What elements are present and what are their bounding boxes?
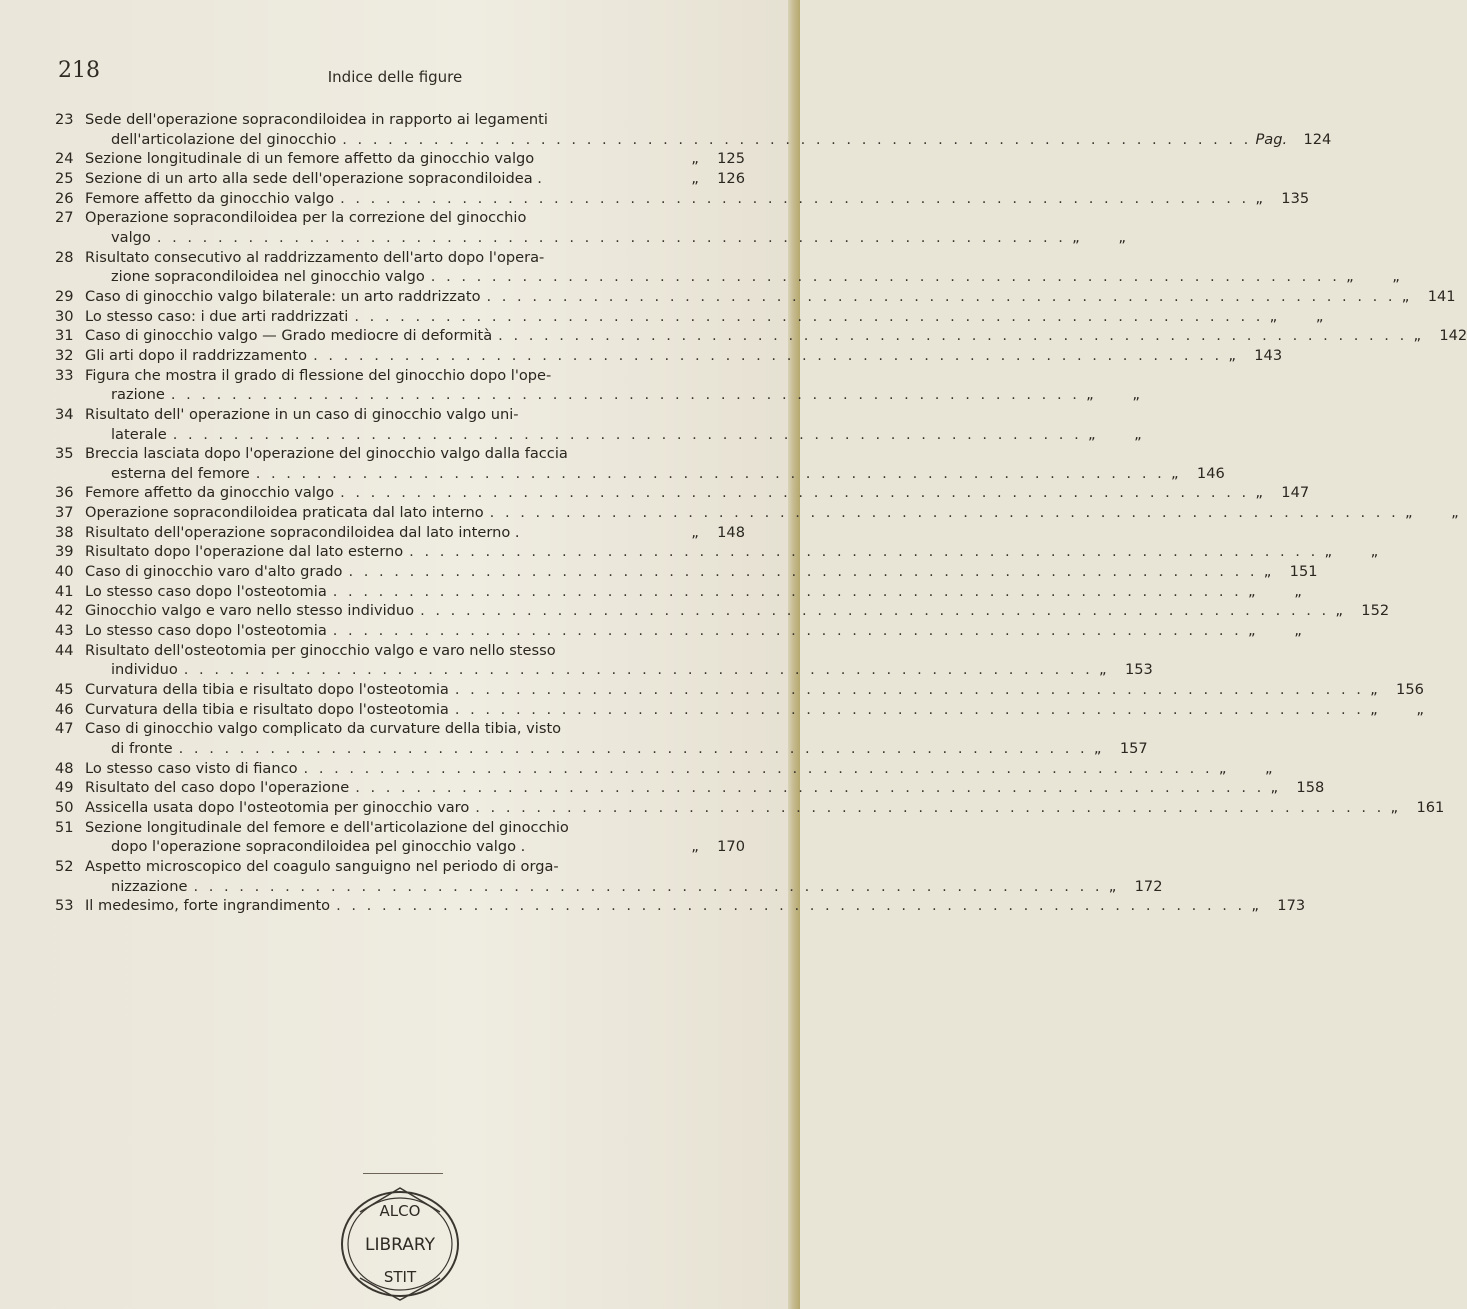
dot-leader: . . . . . . . . . . . . . . . . . . . . . . . . . . . . . . . . . . . . . . . . . . . . . . . . . . . . . . . . . . . . bbox=[340, 484, 1250, 502]
entry-line bbox=[55, 700, 1424, 720]
figure-number: 32 bbox=[55, 346, 74, 364]
ditto-mark: „ bbox=[1324, 543, 1332, 561]
ditto-mark: „ bbox=[1170, 464, 1179, 482]
stamp-main-text: LIBRARY bbox=[364, 1235, 436, 1255]
index-entry bbox=[55, 189, 1310, 209]
index-entry bbox=[55, 503, 1459, 523]
ditto-mark: „ bbox=[1093, 740, 1102, 757]
page-ref: „ bbox=[1392, 268, 1400, 286]
entry-line bbox=[55, 444, 745, 464]
entry-line bbox=[55, 582, 1302, 602]
index-entry bbox=[55, 366, 1140, 405]
figure-number: 40 bbox=[55, 563, 74, 581]
entry-line bbox=[55, 346, 1283, 366]
page-ref: 156 bbox=[1396, 681, 1424, 699]
index-entry bbox=[55, 208, 1126, 247]
figure-number: 42 bbox=[55, 602, 74, 620]
figure-caption: Risultato dell'operazione sopracondiloidea dal lato interno . bbox=[85, 523, 520, 541]
figure-caption: Assicella usata dopo l'osteotomia per ginocchio varo bbox=[85, 798, 470, 816]
figure-caption: zione sopracondiloidea nel ginocchio valgo bbox=[111, 268, 425, 286]
entry-line bbox=[55, 483, 1310, 503]
figure-caption: Sede dell'operazione sopracondiloidea in rapporto ai legamenti bbox=[85, 111, 548, 128]
page-ref: „ bbox=[1118, 228, 1126, 246]
dot-leader: . . . . . . . . . . . . . . . . . . . . . . . . . . . . . . . . . . . . . . . . . . . . . . . . . . . . . . . . . . . . bbox=[409, 543, 1319, 561]
figure-caption: Caso di ginocchio valgo complicato da curvature della tibia, visto bbox=[85, 720, 562, 738]
index-entry bbox=[55, 542, 1379, 562]
ditto-mark: Pag. bbox=[1255, 130, 1288, 148]
dot-leader: . . . . . . . . . . . . . . . . . . . . . . . . . . . . . . . . . . . . . . . . . . . . . . . . . . . . . . . . . . . . bbox=[454, 700, 1364, 718]
dot-leader: . . . . . . . . . . . . . . . . . . . . . . . . . . . . . . . . . . . . . . . . . . . . . . . . . . . . . . . . . . . . bbox=[336, 897, 1246, 915]
entry-line bbox=[55, 523, 745, 543]
figure-caption: Risultato del caso dopo l'operazione bbox=[85, 779, 350, 797]
dot-leader: . . . . . . . . . . . . . . . . . . . . . . . . . . . . . . . . . . . . . . . . . . . . . . . . . . . . . . . . . . . . bbox=[430, 268, 1340, 286]
entry-line bbox=[55, 660, 1153, 680]
ditto-mark: „ bbox=[1248, 582, 1256, 600]
page-ref: „ bbox=[1134, 425, 1142, 443]
figure-number: 34 bbox=[55, 405, 74, 423]
entry-line bbox=[55, 149, 745, 169]
entry-line bbox=[55, 405, 745, 425]
page-ref: 141 bbox=[1427, 287, 1456, 305]
library-stamp bbox=[330, 1182, 470, 1302]
page-ref: „ bbox=[1294, 582, 1302, 600]
ditto-mark: „ bbox=[1218, 759, 1227, 777]
dot-leader: . . . . . . . . . . . . . . . . . . . . . . . . . . . . . . . . . . . . . . . . . . . . . . . . . . . . . . . . . . . . bbox=[313, 346, 1223, 364]
figure-caption: Lo stesso caso: i due arti raddrizzati bbox=[85, 307, 349, 325]
page-ref: 143 bbox=[1254, 346, 1283, 364]
figure-number: 48 bbox=[55, 759, 74, 777]
dot-leader: . . . . . . . . . . . . . . . . . . . . . . . . . . . . . . . . . . . . . . . . . . . . . . . . . . . . . . . . . . . . bbox=[332, 582, 1242, 600]
figure-number: 36 bbox=[55, 484, 74, 502]
ditto-mark: „ bbox=[1346, 268, 1354, 286]
figure-caption: Risultato dopo l'operazione dal lato esterno bbox=[85, 543, 404, 561]
dot-leader: . . . . . . . . . . . . . . . . . . . . . . . . . . . . . . . . . . . . . . . . . . . . . . . . . . . . . . . . . . . . bbox=[498, 327, 1408, 345]
entry-line bbox=[55, 778, 1325, 798]
index-entry bbox=[55, 700, 1424, 720]
figure-number: 45 bbox=[55, 681, 74, 699]
page-ref: „ bbox=[1370, 543, 1379, 561]
dot-leader: . . . . . . . . . . . . . . . . . . . . . . . . . . . . . . . . . . . . . . . . . . . . . . . . . . . . . . . . . . . . bbox=[355, 779, 1265, 797]
index-entry bbox=[55, 680, 1424, 700]
figure-number: 50 bbox=[55, 798, 74, 816]
ditto-mark: „ bbox=[1370, 681, 1378, 699]
page-ref: „ bbox=[1132, 386, 1140, 404]
figure-number: 24 bbox=[55, 150, 74, 168]
figure-caption: Risultato dell'osteotomia per ginocchio valgo e varo nello stesso bbox=[85, 641, 556, 659]
figure-caption: Il medesimo, forte ingrandimento bbox=[85, 897, 331, 915]
index-entry bbox=[55, 562, 1318, 582]
figure-caption: nizzazione bbox=[111, 877, 188, 895]
entry-line bbox=[55, 759, 1273, 779]
ditto-mark: „ bbox=[1404, 504, 1413, 522]
ditto-mark: „ bbox=[1251, 897, 1259, 915]
figure-caption: Caso di ginocchio valgo bilaterale: un arto raddrizzato bbox=[85, 287, 481, 305]
figure-caption: Operazione sopracondiloidea praticata dal lato interno bbox=[85, 504, 484, 522]
page-ref: „ bbox=[1315, 307, 1324, 325]
figure-number: 33 bbox=[55, 366, 74, 384]
figure-caption: individuo bbox=[111, 661, 178, 679]
dot-leader: . . . . . . . . . . . . . . . . . . . . . . . . . . . . . . . . . . . . . . . . . . . . . . . . . . . . . . . . . . . . bbox=[170, 386, 1080, 404]
ditto-mark: „ bbox=[1072, 228, 1080, 246]
index-entry bbox=[55, 778, 1325, 798]
figure-number: 52 bbox=[55, 857, 74, 875]
ditto-mark: „ bbox=[1228, 346, 1236, 364]
dot-leader: . . . . . . . . . . . . . . . . . . . . . . . . . . . . . . . . . . . . . . . . . . . . . . . . . . . . . . . . . . . . bbox=[193, 877, 1103, 895]
figure-number: 51 bbox=[55, 818, 74, 836]
figure-caption: esterna del femore bbox=[111, 464, 250, 482]
ditto-mark: „ bbox=[1413, 327, 1421, 345]
figure-number: 44 bbox=[55, 641, 74, 659]
index-entry bbox=[55, 287, 1456, 307]
page-number: 218 bbox=[58, 58, 100, 83]
figure-caption: Curvatura della tibia e risultato dopo l'osteotomia bbox=[85, 681, 449, 699]
page-ref: 148 bbox=[717, 523, 745, 541]
entry-line bbox=[55, 601, 1390, 621]
entry-line bbox=[55, 857, 745, 877]
dot-leader: . . . . . . . . . . . . . . . . . . . . . . . . . . . . . . . . . . . . . . . . . . . . . . . . . . . . . . . . . . . . bbox=[340, 189, 1250, 207]
dot-leader: . . . . . . . . . . . . . . . . . . . . . . . . . . . . . . . . . . . . . . . . . . . . . . . . . . . . . . . . . . . . bbox=[178, 740, 1088, 757]
figure-number: 37 bbox=[55, 504, 74, 522]
page-ref: „ bbox=[1416, 700, 1424, 718]
entry-line bbox=[55, 877, 1163, 897]
entry-line bbox=[55, 798, 1445, 818]
dot-leader: . . . . . . . . . . . . . . . . . . . . . . . . . . . . . . . . . . . . . . . . . . . . . . . . . . . . . . . . . . . . bbox=[354, 307, 1264, 325]
index-entry bbox=[55, 857, 1163, 896]
ditto-mark: „ bbox=[1269, 307, 1278, 325]
entry-line bbox=[55, 680, 1424, 700]
page-ref: 153 bbox=[1124, 661, 1153, 679]
ditto-mark: „ bbox=[1087, 425, 1096, 443]
figure-number: 53 bbox=[55, 897, 74, 915]
dot-leader: . . . . . . . . . . . . . . . . . . . . . . . . . . . . . . . . . . . . . . . . . . . . . . . . . . . . . . . . . . . . bbox=[348, 563, 1258, 581]
entry-line bbox=[55, 542, 1379, 562]
dot-leader: . . . . . . . . . . . . . . . . . . . . . . . . . . . . . . . . . . . . . . . . . . . . . . . . . . . . . . . . . . . . bbox=[332, 622, 1242, 640]
page-ref: 124 bbox=[1303, 130, 1332, 148]
ditto-mark: „ bbox=[1263, 563, 1272, 581]
figure-caption: Ginocchio valgo e varo nello stesso individuo bbox=[85, 602, 415, 620]
dot-leader: . . . . . . . . . . . . . . . . . . . . . . . . . . . . . . . . . . . . . . . . . . . . . . . . . . . . . . . . . . . . bbox=[156, 228, 1066, 246]
dot-leader: . . . . . . . . . . . . . . . . . . . . . . . . . . . . . . . . . . . . . . . . . . . . . . . . . . . . . . . . . . . . bbox=[454, 681, 1364, 699]
entry-line bbox=[55, 228, 1126, 248]
ditto-mark: „ bbox=[1086, 386, 1094, 404]
figure-caption: laterale bbox=[111, 425, 167, 443]
page-ref: 173 bbox=[1277, 897, 1306, 915]
dot-leader: . . . . . . . . . . . . . . . . . . . . . . . . . . . . . . . . . . . . . . . . . . . . . . . . . . . . . . . . . . . . bbox=[420, 602, 1330, 620]
page-ref: 147 bbox=[1281, 484, 1310, 502]
figure-caption: Sezione di un arto alla sede dell'operazione sopracondiloidea . bbox=[85, 169, 542, 187]
figure-number: 30 bbox=[55, 307, 74, 325]
figure-caption: Sezione longitudinale di un femore affetto da ginocchio valgo bbox=[85, 150, 535, 168]
dot-leader: . . . . . . . . . . . . . . . . . . . . . . . . . . . . . . . . . . . . . . . . . . . . . . . . . . . . . . . . . . . . bbox=[255, 464, 1165, 482]
entry-line bbox=[55, 385, 1140, 405]
entry-line bbox=[55, 267, 1400, 287]
ditto-mark: „ bbox=[1335, 602, 1343, 620]
entry-line bbox=[55, 169, 745, 189]
page-ref: 161 bbox=[1416, 798, 1445, 816]
ditto-mark: „ bbox=[1248, 622, 1256, 640]
figure-caption: Figura che mostra il grado di flessione del ginocchio dopo l'ope- bbox=[85, 366, 552, 384]
figure-number: 39 bbox=[55, 543, 74, 561]
entry-line bbox=[55, 307, 1324, 327]
index-entry bbox=[55, 621, 1302, 641]
entry-line bbox=[55, 425, 1142, 445]
entry-line bbox=[55, 503, 1459, 523]
dot-leader: . . . . . . . . . . . . . . . . . . . . . . . . . . . . . . . . . . . . . . . . . . . . . . . . . . . . . . . . . . . . bbox=[342, 130, 1252, 148]
figure-number: 38 bbox=[55, 523, 74, 541]
figure-caption: razione bbox=[111, 386, 165, 404]
ditto-mark: „ bbox=[691, 523, 699, 541]
index-entry bbox=[55, 798, 1445, 818]
index-entry bbox=[55, 326, 1467, 346]
page-ref: 151 bbox=[1289, 563, 1318, 581]
figure-number: 49 bbox=[55, 779, 74, 797]
figure-caption: Risultato consecutivo al raddrizzamento dell'arto dopo l'opera- bbox=[85, 248, 545, 266]
index-entry bbox=[55, 444, 1225, 483]
figure-caption: dopo l'operazione sopracondiloidea pel ginocchio valgo . bbox=[111, 838, 526, 856]
entry-line bbox=[55, 248, 745, 268]
decorative-rule bbox=[363, 1173, 443, 1176]
index-entry bbox=[55, 641, 1153, 680]
ditto-mark: „ bbox=[1108, 877, 1117, 895]
entry-line bbox=[55, 896, 1306, 916]
figure-caption: Lo stesso caso visto di fianco bbox=[85, 759, 298, 777]
dot-leader: . . . . . . . . . . . . . . . . . . . . . . . . . . . . . . . . . . . . . . . . . . . . . . . . . . . . . . . . . . . . bbox=[303, 759, 1213, 777]
figure-index-list bbox=[55, 110, 1467, 916]
ditto-mark: „ bbox=[1270, 779, 1279, 797]
dot-leader: . . . . . . . . . . . . . . . . . . . . . . . . . . . . . . . . . . . . . . . . . . . . . . . . . . . . . . . . . . . . bbox=[183, 661, 1093, 679]
ditto-mark: „ bbox=[1255, 484, 1263, 502]
entry-line bbox=[55, 326, 1467, 346]
index-entry bbox=[55, 601, 1390, 621]
page-ref: 158 bbox=[1296, 779, 1325, 797]
page-ref: „ bbox=[1294, 622, 1302, 640]
ditto-mark: „ bbox=[691, 169, 699, 187]
page-ref: 126 bbox=[717, 169, 745, 187]
figure-caption: di fronte bbox=[111, 740, 173, 757]
entry-line bbox=[55, 621, 1302, 641]
index-entry bbox=[55, 719, 1148, 758]
entry-line bbox=[55, 366, 745, 386]
figure-caption: Femore affetto da ginocchio valgo bbox=[85, 484, 335, 502]
entry-line bbox=[55, 464, 1225, 484]
page-ref: 170 bbox=[717, 838, 745, 856]
page-ref: 146 bbox=[1196, 464, 1225, 482]
index-entry bbox=[55, 582, 1302, 602]
figure-caption: Lo stesso caso dopo l'osteotomia bbox=[85, 582, 327, 600]
page-ref: 142 bbox=[1439, 327, 1467, 345]
figure-caption: Gli arti dopo il raddrizzamento bbox=[85, 346, 308, 364]
index-entry bbox=[55, 169, 745, 189]
figure-number: 47 bbox=[55, 720, 74, 738]
figure-number: 25 bbox=[55, 169, 74, 187]
page-ref: 152 bbox=[1361, 602, 1390, 620]
dot-leader: . . . . . . . . . . . . . . . . . . . . . . . . . . . . . . . . . . . . . . . . . . . . . . . . . . . . . . . . . . . . bbox=[489, 504, 1399, 522]
entry-line bbox=[55, 208, 745, 228]
figure-caption: Femore affetto da ginocchio valgo bbox=[85, 189, 335, 207]
page-ref: 172 bbox=[1134, 877, 1163, 895]
index-entry bbox=[55, 523, 745, 543]
figure-number: 43 bbox=[55, 622, 74, 640]
ditto-mark: „ bbox=[1401, 287, 1410, 305]
page-ref: 135 bbox=[1281, 189, 1310, 207]
figure-caption: Lo stesso caso dopo l'osteotomia bbox=[85, 622, 327, 640]
figure-caption: Caso di ginocchio valgo — Grado mediocre di deformità bbox=[85, 327, 493, 345]
entry-line bbox=[55, 719, 745, 739]
figure-number: 26 bbox=[55, 189, 74, 207]
figure-caption: Aspetto microscopico del coagulo sanguigno nel periodo di orga- bbox=[85, 857, 559, 875]
page-ref: 157 bbox=[1119, 740, 1148, 757]
index-entry bbox=[55, 248, 1400, 287]
index-entry bbox=[55, 346, 1283, 366]
figure-number: 35 bbox=[55, 445, 74, 463]
ditto-mark: „ bbox=[1370, 700, 1378, 718]
figure-number: 27 bbox=[55, 209, 74, 227]
figure-number: 29 bbox=[55, 287, 74, 305]
stamp-top-text: ALCO bbox=[379, 1202, 421, 1220]
index-entry bbox=[55, 483, 1310, 503]
figure-caption: dell'articolazione del ginocchio bbox=[111, 130, 337, 148]
entry-line bbox=[55, 130, 1332, 150]
index-entry bbox=[55, 307, 1324, 327]
page-ref: „ bbox=[1451, 504, 1459, 522]
index-entry bbox=[55, 896, 1306, 916]
index-entry bbox=[55, 818, 745, 857]
figure-number: 31 bbox=[55, 327, 74, 345]
page-ref: „ bbox=[1265, 759, 1273, 777]
ditto-mark: „ bbox=[1099, 661, 1107, 679]
index-entry bbox=[55, 759, 1273, 779]
figure-number: 41 bbox=[55, 582, 74, 600]
figure-number: 46 bbox=[55, 700, 74, 718]
dot-leader: . . . . . . . . . . . . . . . . . . . . . . . . . . . . . . . . . . . . . . . . . . . . . . . . . . . . . . . . . . . . bbox=[475, 798, 1385, 816]
entry-line bbox=[55, 287, 1456, 307]
ditto-mark: „ bbox=[1390, 798, 1399, 816]
entry-line bbox=[55, 837, 745, 857]
figure-caption: valgo bbox=[111, 228, 151, 246]
figure-caption: Breccia lasciata dopo l'operazione del ginocchio valgo dalla faccia bbox=[85, 445, 568, 463]
figure-caption: Caso di ginocchio varo d'alto grado bbox=[85, 563, 343, 581]
entry-line bbox=[55, 189, 1310, 209]
ditto-mark: „ bbox=[691, 150, 699, 168]
running-head: Indice delle figure bbox=[327, 68, 463, 86]
ditto-mark: „ bbox=[691, 838, 699, 856]
figure-caption: Sezione longitudinale del femore e dell'articolazione del ginocchio bbox=[85, 818, 569, 836]
figure-caption: Risultato dell' operazione in un caso di ginocchio valgo uni- bbox=[85, 405, 519, 423]
library-stamp-graphic bbox=[330, 1182, 470, 1302]
entry-line bbox=[55, 739, 1148, 759]
entry-line bbox=[55, 818, 745, 838]
figure-caption: Operazione sopracondiloidea per la correzione del ginocchio bbox=[85, 209, 527, 227]
entry-line bbox=[55, 110, 745, 130]
entry-line bbox=[55, 641, 745, 661]
entry-line bbox=[55, 562, 1318, 582]
figure-number: 23 bbox=[55, 111, 74, 128]
figure-caption: Curvatura della tibia e risultato dopo l'osteotomia bbox=[85, 700, 449, 718]
ditto-mark: „ bbox=[1255, 189, 1263, 207]
figure-number: 28 bbox=[55, 248, 74, 266]
page-ref: 125 bbox=[717, 150, 745, 168]
index-entry bbox=[55, 110, 1332, 149]
dot-leader: . . . . . . . . . . . . . . . . . . . . . . . . . . . . . . . . . . . . . . . . . . . . . . . . . . . . . . . . . . . . bbox=[486, 287, 1396, 305]
stamp-bottom-text: STIT bbox=[383, 1268, 417, 1286]
index-entry bbox=[55, 405, 1142, 444]
dot-leader: . . . . . . . . . . . . . . . . . . . . . . . . . . . . . . . . . . . . . . . . . . . . . . . . . . . . . . . . . . . . bbox=[172, 425, 1082, 443]
index-entry bbox=[55, 149, 745, 169]
